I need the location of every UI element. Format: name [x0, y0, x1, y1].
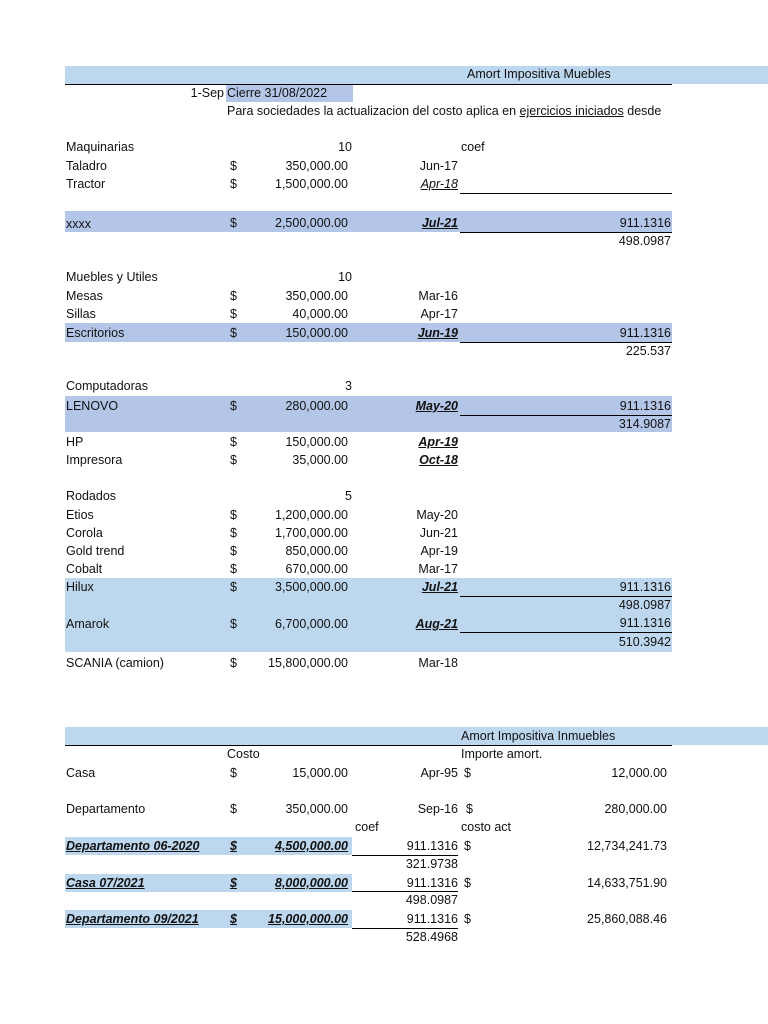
coef-value: 911.1316 [406, 876, 458, 890]
row-name: Casa [66, 766, 96, 780]
amount: 1,200,000.00 [275, 508, 348, 522]
amount: 6,700,000.00 [275, 617, 348, 631]
coef-value: 911.1316 [619, 399, 671, 413]
date: Mar-17 [418, 562, 458, 576]
amount: 350,000.00 [285, 289, 348, 303]
row-name: Departamento 06-2020 [66, 839, 200, 853]
importe-label: Importe amort. [461, 747, 543, 761]
amount: 40,000.00 [292, 307, 348, 321]
row-name: Hilux [66, 580, 94, 594]
row-name: Departamento [66, 802, 146, 816]
coef-value: 911.1316 [406, 912, 458, 926]
group-label-muebles: Muebles y Utiles [66, 270, 158, 284]
date: Jul-21 [421, 580, 458, 594]
cierre-cell[interactable]: Cierre 31/08/2022 [227, 86, 328, 100]
currency: $ [230, 876, 237, 890]
date: Mar-16 [418, 289, 458, 303]
amount: 350,000.00 [285, 159, 348, 173]
coef-value-2: 314.9087 [618, 417, 671, 431]
date: Apr-17 [420, 307, 458, 321]
importe-value: 12,000.00 [611, 766, 667, 780]
rule [460, 193, 672, 194]
amount: 4,500,000.00 [275, 839, 348, 853]
currency: $ [230, 177, 237, 191]
amount: 1,700,000.00 [275, 526, 348, 540]
amount: 280,000.00 [285, 399, 348, 413]
row-name: Taladro [66, 159, 107, 173]
coef-value: 911.1316 [406, 839, 458, 853]
importe-value: 280,000.00 [604, 802, 667, 816]
row-name: Corola [66, 526, 103, 540]
importe-value: 25,860,088.46 [587, 912, 667, 926]
row-name: xxxx [66, 217, 91, 231]
currency: $ [230, 216, 237, 230]
date: Sep-16 [417, 802, 458, 816]
coef-value-2: 498.0987 [618, 598, 671, 612]
coef-value-2: 225.537 [625, 344, 671, 358]
row-name: Amarok [66, 617, 110, 631]
amount: 15,800,000.00 [268, 656, 348, 670]
row-name: Escritorios [66, 326, 125, 340]
date-cell: 1-Sep [190, 86, 224, 100]
date: Mar-18 [418, 656, 458, 670]
coef-label: coef [355, 820, 379, 834]
coef-value: 911.1316 [619, 580, 671, 594]
currency: $ [230, 617, 237, 631]
currency: $ [464, 912, 471, 926]
importe-value: 14,633,751.90 [587, 876, 667, 890]
coef-value-2: 510.3942 [618, 635, 671, 649]
note-text: Para sociedades la actualizacion del costo aplica en ejercicios iniciados desde [227, 104, 662, 118]
group-label-computadoras: Computadoras [66, 379, 148, 393]
date: May-20 [415, 399, 458, 413]
row-name: Tractor [66, 177, 106, 191]
amount: 850,000.00 [285, 544, 348, 558]
row-name: Etios [66, 508, 94, 522]
header-band [65, 727, 768, 745]
row-name: Departamento 09/2021 [66, 912, 199, 926]
currency: $ [230, 839, 237, 853]
header-rule [65, 745, 672, 746]
date: Oct-18 [419, 453, 458, 467]
section-title: Amort Impositiva Muebles [467, 67, 611, 81]
row-name: Sillas [66, 307, 96, 321]
currency: $ [464, 876, 471, 890]
currency: $ [230, 766, 237, 780]
section-title: Amort Impositiva Inmuebles [461, 729, 616, 743]
costo-act-label: costo act [461, 820, 512, 834]
date: Apr-19 [418, 435, 458, 449]
currency: $ [230, 159, 237, 173]
currency: $ [230, 544, 237, 558]
currency: $ [230, 289, 237, 303]
date: Jun-19 [417, 326, 458, 340]
currency: $ [230, 562, 237, 576]
date: Aug-21 [415, 617, 458, 631]
currency: $ [230, 580, 237, 594]
coef-value-2: 528.4968 [405, 930, 458, 944]
amount: 150,000.00 [285, 435, 348, 449]
coef-value-2: 498.0987 [405, 893, 458, 907]
amount: 2,500,000.00 [275, 216, 348, 230]
currency: $ [230, 399, 237, 413]
currency: $ [230, 508, 237, 522]
row-name: LENOVO [66, 399, 119, 413]
coef-label: coef [461, 140, 485, 154]
row-name: HP [66, 435, 84, 449]
row-name: Cobalt [66, 562, 103, 576]
currency: $ [464, 766, 471, 780]
header-rule [65, 84, 672, 85]
date: Apr-19 [420, 544, 458, 558]
date: May-20 [416, 508, 458, 522]
row-name: Casa 07/2021 [66, 876, 145, 890]
row-name: Impresora [66, 453, 123, 467]
currency: $ [230, 912, 237, 926]
group-years: 3 [345, 379, 352, 393]
date: Jul-21 [421, 216, 458, 230]
group-label-maquinarias: Maquinarias [66, 140, 135, 154]
date: Apr-95 [420, 766, 458, 780]
rule [460, 632, 672, 633]
coef-value: 911.1316 [619, 616, 671, 630]
currency: $ [230, 656, 237, 670]
group-years: 5 [345, 489, 352, 503]
date: Jun-17 [419, 159, 458, 173]
date: Jun-21 [419, 526, 458, 540]
currency: $ [230, 526, 237, 540]
importe-value: 12,734,241.73 [587, 839, 667, 853]
coef-value: 911.1316 [619, 216, 671, 230]
group-years: 10 [338, 270, 352, 284]
amount: 150,000.00 [285, 326, 348, 340]
amount: 35,000.00 [292, 453, 348, 467]
row-name: SCANIA (camion) [66, 656, 164, 670]
costo-label: Costo [227, 747, 260, 761]
currency: $ [230, 802, 237, 816]
amount: 8,000,000.00 [275, 876, 348, 890]
amount: 15,000,000.00 [268, 912, 348, 926]
currency: $ [230, 307, 237, 321]
currency: $ [230, 453, 237, 467]
amount: 1,500,000.00 [275, 177, 348, 191]
currency: $ [230, 326, 237, 340]
header-band [65, 66, 768, 84]
amount: 3,500,000.00 [275, 580, 348, 594]
group-label-rodados: Rodados [66, 489, 117, 503]
date: Apr-18 [420, 177, 458, 191]
row-name: Gold trend [66, 544, 125, 558]
row-name: Mesas [66, 289, 103, 303]
amount: 350,000.00 [285, 802, 348, 816]
group-years: 10 [338, 140, 352, 154]
amount: 15,000.00 [292, 766, 348, 780]
currency: $ [464, 839, 471, 853]
coef-value-2: 498.0987 [618, 234, 671, 248]
amount: 670,000.00 [285, 562, 348, 576]
currency: $ [230, 435, 237, 449]
currency: $ [466, 802, 473, 816]
coef-value-2: 321.9738 [405, 857, 458, 871]
coef-value: 911.1316 [619, 326, 671, 340]
